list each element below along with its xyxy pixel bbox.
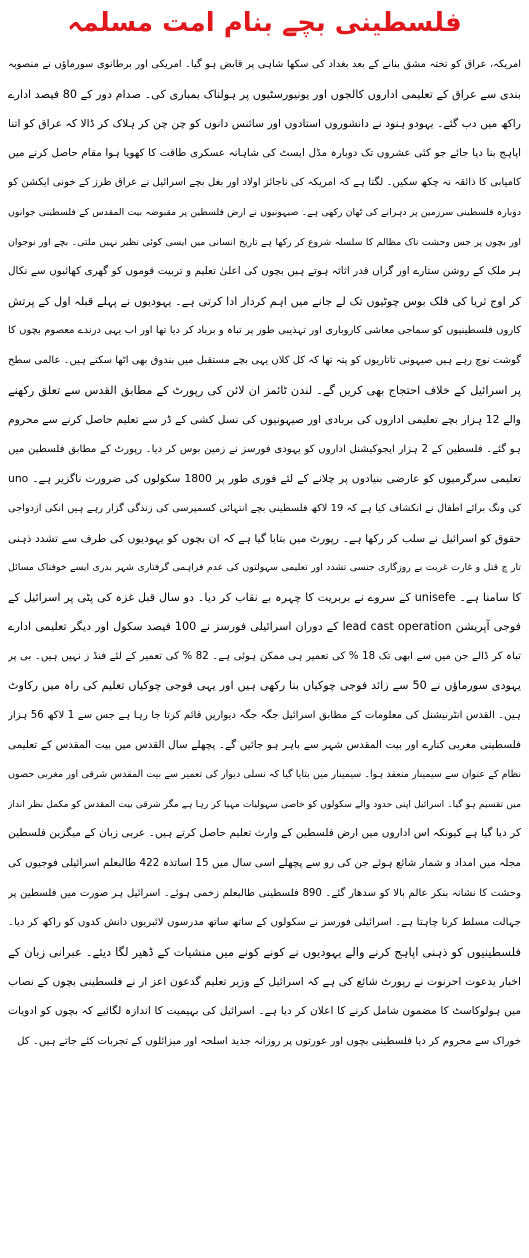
article-line: فلسطینیوں کو ذہنی اپاہج کرنے والے یہودیوں نے کونے کونے میں منشیات کے ڈھیر لگا دیئے۔ عبرانی زبان کے [8, 944, 521, 959]
article-line: تار چ قتل و غارت غربت بے روزگاری جنسی تشدد اور تعلیمی سہولتوں کی عدم فراہمی گرفتاری شہر بدری ایسے خوفناک مسائل [8, 562, 521, 574]
article-line: امریکہ، عراق کو تختہ مشق بنانے کے بعد بغداد کی سکھا شاہی پر قابض ہو گیا۔ امریکی اور برطانوی سورماؤں نے منصوبہ [8, 59, 521, 70]
article-line: تعلیمی سرگرمیوں کو عارضی بنیادوں پر چلانے کے لئے فوری طور پر 1800 سکولوں کی ضرورت ناگزیر ہے۔ uno [8, 472, 521, 486]
article-line: فلسطینی مغربی کنارے اور بیت المقدس شہر سے باہر ہو جائیں گے۔ پچھلے سال القدس میں بیت المقدس کے تعلیمی [8, 738, 521, 751]
article-line: وحشت کا نشانہ بنکر عالم بالا کو سدھار گئے۔ 890 فلسطینی طالبعلم زخمی ہوئے۔ اسرائیل ہر صورت میں فلسطین پر [8, 887, 521, 899]
article-line: بندی سے عراق کے تعلیمی اداروں کالجوں اور یونیورسٹیوں پر ہولناک بمباری کی۔ صدام دور کے 80 فیصد ادارے [8, 87, 521, 101]
article-line: مجلہ میں امداد و شمار شائع ہوئے جن کی رو سے پچھلے اسی سال میں 15 اساتذہ 422 طالبعلم اسرائیلی فوجیوں کی [8, 857, 521, 870]
article-line: کر اوج ثریا کی فلک بوس چوٹیوں تک لے جانے میں اہم کردار ادا کرتی ہے۔ یہودیوں نے پہلے قبلہ اول کے پرتش [8, 294, 521, 308]
article-line: میں ہولوکاسٹ کا مضمون شامل کرنے کا اعلان کر دیا ہے۔ اسرائیل کی بہیمیت کا اندازہ لگائیے کہ بچوں کو ادویات [8, 1005, 521, 1017]
article-line: کامیابی کا ذائقہ نہ چکھ سکیں۔ لگتا ہے کہ امریکہ کی ناجائز اولاد اور بغل بچے اسرائیل نے عراق طرز کے خونی ایکشن کو [8, 177, 521, 189]
article-line: جہالت مسلط کرنا چاہتا ہے۔ اسرائیلی فورسز نے سکولوں کے ساتھ ساتھ مدرسوں لائبریوں دانش کدوں کو راکھ کر دیا۔ [8, 917, 521, 929]
article-line: اپاہج بنا دیا جائے جو کئی عشروں تک دوبارہ مڈل ایسٹ کی شاہانہ عسکری طاقت کا کھویا ہوا مقام حاصل کرنے میں [8, 146, 521, 159]
article-line: کا سامنا ہے۔ unisefe کے سروے نے بربریت کا چہرہ بے نقاب کر دیا۔ دو سال قبل غزہ کی پٹی پر اسرائیل کے [8, 590, 521, 604]
article-line: میں تقسیم ہو گیا۔ اسرائیل اپنی حدود والے سکولوں کو خاصی سہولیات مہیا کر رہا ہے مگر شرقی بیت المقدس کو مکمل نظر انداز [8, 798, 521, 810]
article-line: ہیں۔ القدس انٹرنیشنل کی معلومات کے مطابق اسرائیل جگہ جگہ دیواریں قائم کرتا جا رہا ہے جس سے 1 لاکھ 56 ہزار [8, 710, 521, 722]
article-line: کاروں فلسطینیوں کو سماجی معاشی کاروباری اور تہذیبی طور پر تباہ و برباد کر دیا تھا اور اب یہی درندے معصوم بچوں کا [8, 325, 521, 337]
article-line: تباہ کر ڈالے جن میں سے ابھی تک 18 % کی تعمیر ہی ممکن ہوئی ہے۔ 82 % کی تعمیر کے لئے فنڈ ز نہیں ہیں۔ بی پر [8, 650, 521, 662]
article-line: کر دیا گیا ہے کیونکہ اس اداروں میں ارض فلسطین کے وارث تعلیم حاصل کرتے ہیں۔ عربی زبان کے میگزین فلسطین [8, 827, 521, 840]
article-line: والے 12 ہزار بچے تعلیمی اداروں کی بربادی اور صیہونیوں کی نسل کشی کے ڈر سے تعلیم حاصل کرنے سے محروم [8, 413, 521, 427]
article-title: فلسطینی بچے بنام امت مسلمہ [67, 8, 462, 38]
article-line: پر اسرائیل کے خلاف احتجاج بھی کریں گے۔ لندن ٹائمز ان لائن کی رپورٹ کے مطابق القدس سے تعلق رکھنے [8, 382, 521, 397]
article-line: گوشت نوچ رہے ہیں صیہونی تاتاریوں کو پتہ تھا کہ کل کلاں یہی بچے مستقبل میں بندوق بھی اٹھا سکتے ہیں۔ عالمی سطح [8, 354, 521, 366]
article-line: فوجی آپریشن lead cast operation کے دوران اسرائیلی فورسز نے 100 فیصد سکول اور دیگر تعلیمی ادارے [8, 620, 521, 634]
article-line: راکھ میں دب گئے۔ یہودو ہنود نے دانشوروں استادوں اور سائنس دانوں کو چن چن کر ہلاک کر ڈالا کہ عراق کو اتنا [8, 117, 521, 131]
article-line: یہودی سورماؤں نے 50 سے زائد فوجی چوکیاں بنا رکھی ہیں اور یہی فوجی چوکیاں تعلیم کی راہ میں رکاوٹ [8, 679, 521, 693]
article-line: خوراک سے محروم کر دیا فلسطینی بچوں اور عورتوں پر روزانہ جدید اسلحہ اور میزائلوں کے تجربات کئے جاتے ہیں۔ کل [17, 1035, 521, 1047]
article-line: ہو گئے۔ فلسطین کے 2 ہزار ایجوکیشنل اداروں کو یہودی فورسز نے زمین بوس کر دیا۔ رپورٹ کے مطابق فلسطین میں [8, 443, 521, 455]
article-line: نظام کے عنوان سے سیمینار منعقد ہوا۔ سیمینار میں بتایا گیا کہ نسلی دیوار کی تعمیر سے بیت المقدس شرقی اور مغربی حصوں [8, 769, 521, 781]
article-line: اخبار یدعوت احرنوت نے رپورٹ شائع کی ہے کہ اسرائیل کے وزیر تعلیم گدعون اعز ار نے فلسطینی بچوں کے نصاب [8, 975, 521, 989]
article-line: دوبارہ فلسطینی سرزمین پر دہرانے کی ٹھان رکھی ہے۔ صیہونیوں نے ارض فلسطین پر مقبوضہ بیت المقدس کے فلسطینی جوانوں [8, 206, 521, 218]
article-line: ہر ملک کے روشن ستارے اور گراں قدر اثاثہ ہوتے ہیں بچوں کی اعلیٰ تعلیم و تربیت قوموں کو گھری کھائیوں سے نکال [8, 265, 521, 278]
article-line: حقوق کو اسرائیل نے سلب کر رکھا ہے۔ رپورٹ میں بتایا گیا ہے کہ ان بچوں کو یہودیوں کی طرف سے تشدد ذہنی [8, 531, 521, 545]
article-line: اور بچوں پر جس وحشت ناک مظالم کا سلسلہ شروع کر رکھا ہے تاریخ انسانی میں ایسی کوئی نظیر نہیں ملتی۔ بچے اور نوجوان [8, 236, 521, 248]
article-line: کی ونگ برائے اطفال نے انکشاف کیا ہے کہ 19 لاکھ فلسطینی بچے انتہائی کسمپرسی کی زندگی گزار رہے ہیں انکی ازدواجی [8, 502, 521, 514]
article-body [8, 50, 521, 1056]
